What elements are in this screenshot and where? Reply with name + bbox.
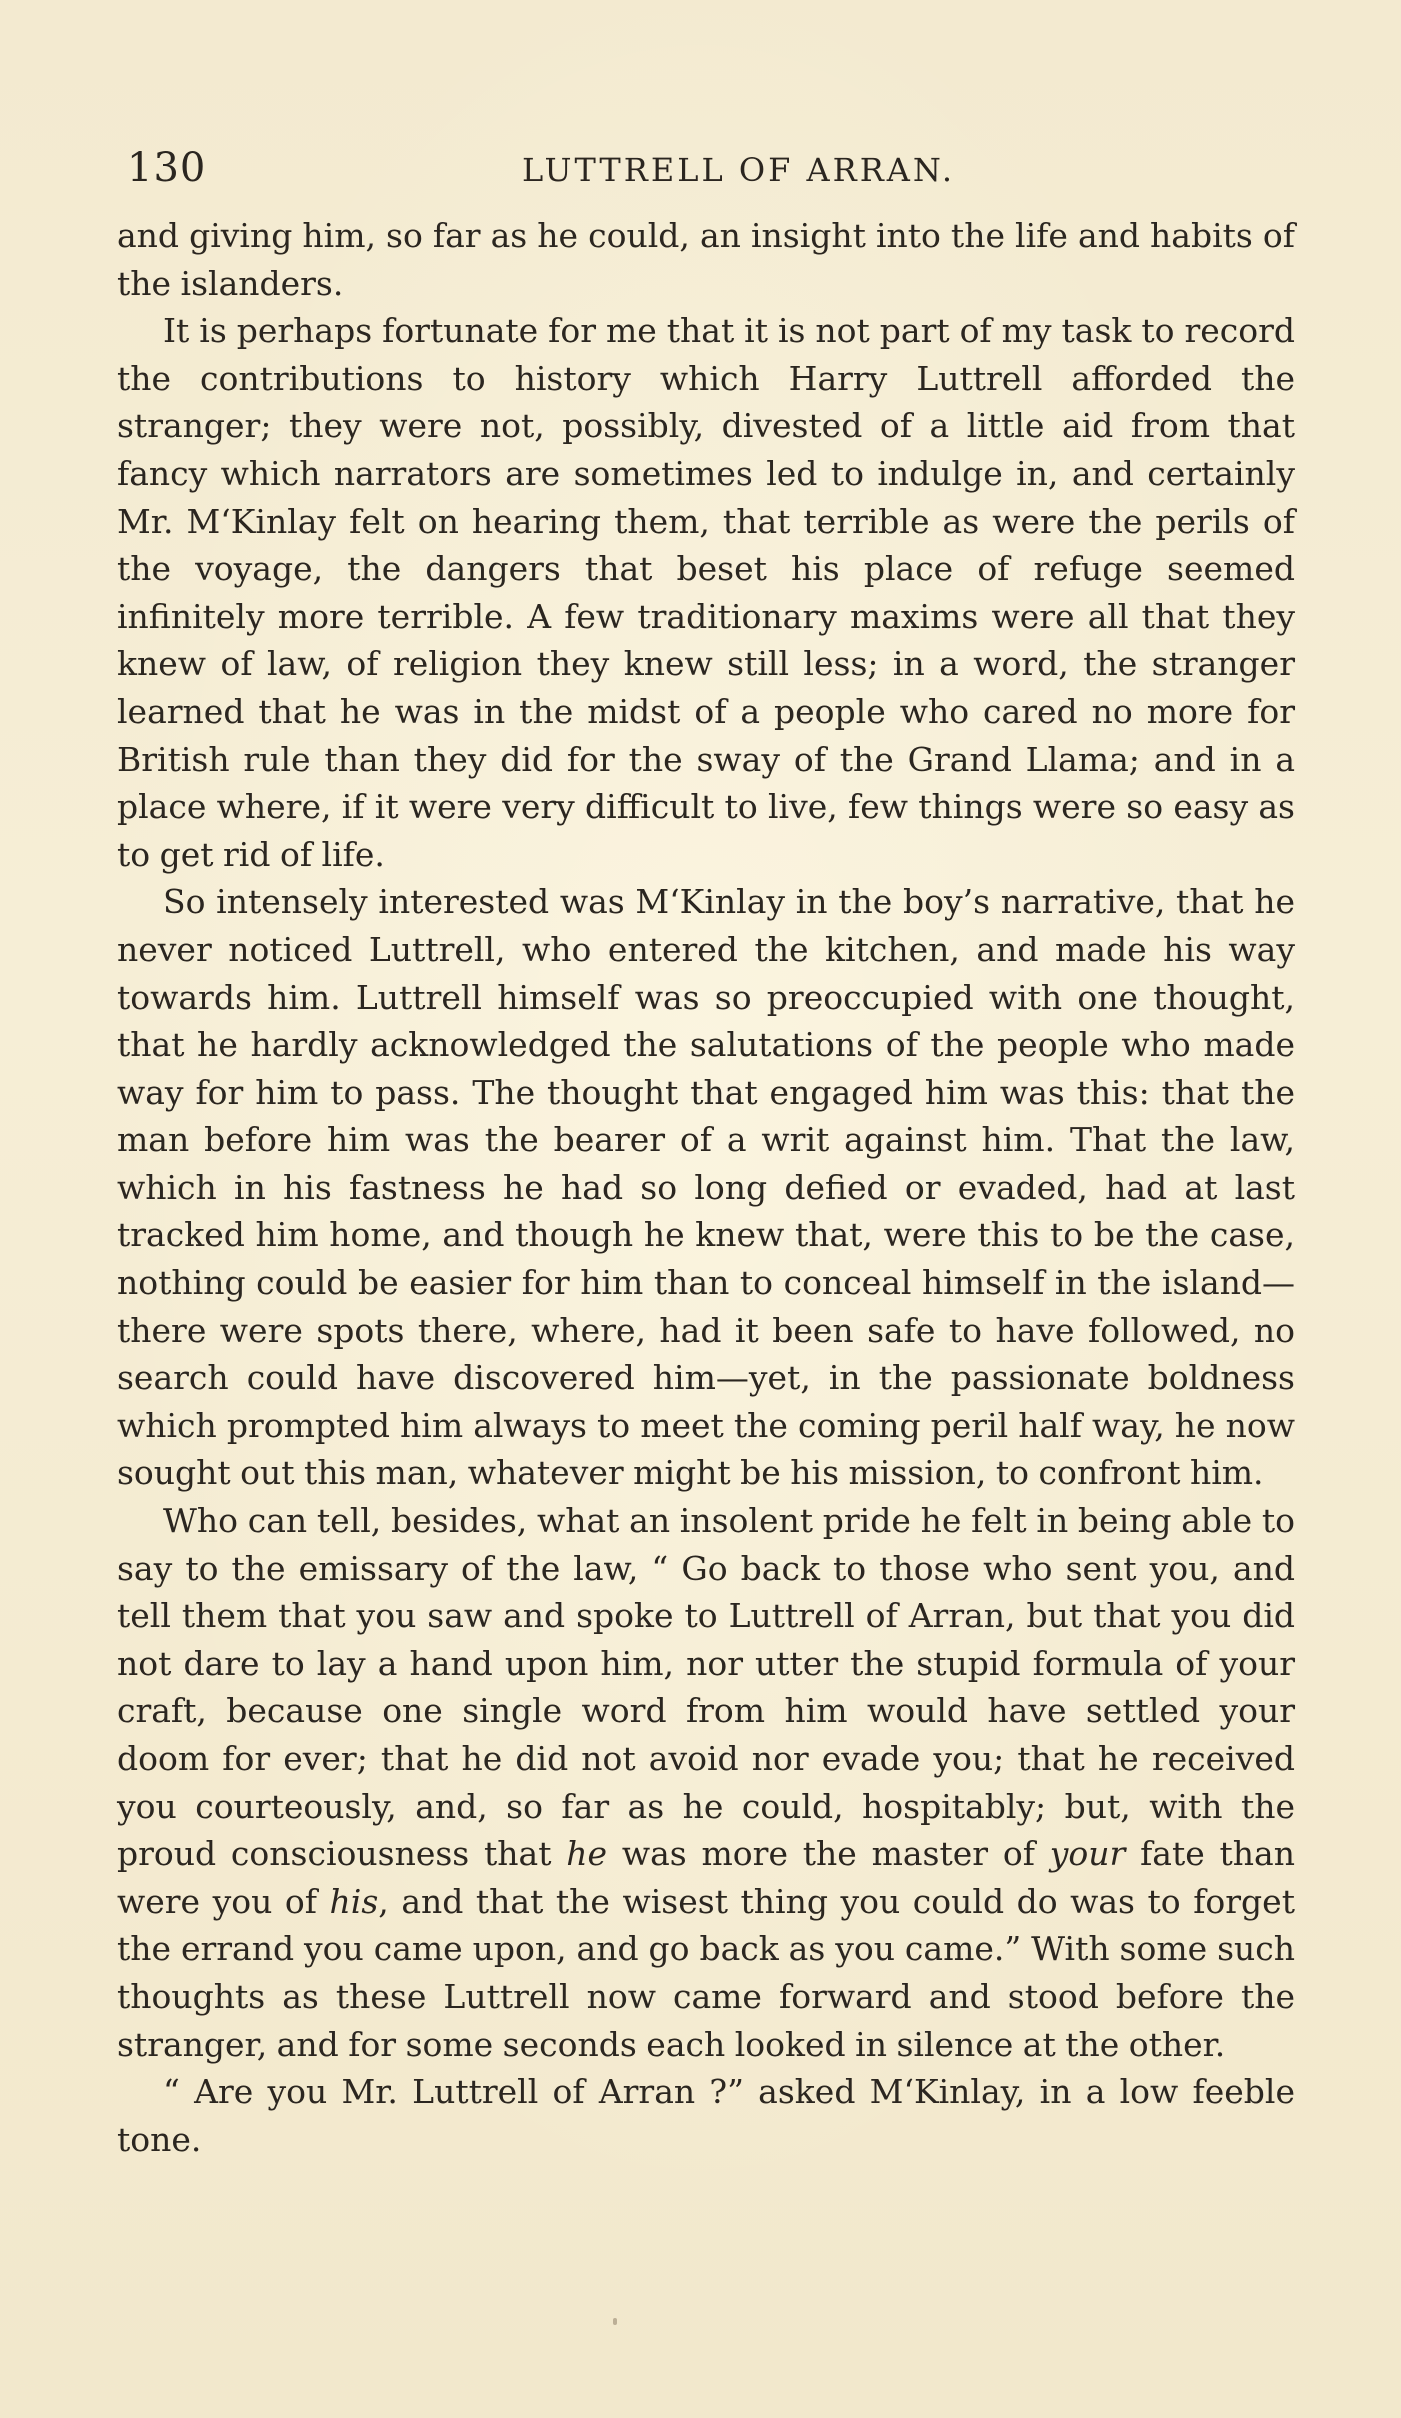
page-header (127, 138, 1297, 198)
paragraph-3: So intensely interested was M‘Kinlay in the boy’s narrative, that he never noticed Luttrell, who entered the kitchen, and made his way towards him. Luttrell himself was so preoccupied with one thought, that he hardly acknowledged the salutations of the people who made way for him to pass. The thought that engaged him was this: that the man before him was the bearer of a writ against him. That the law, which in his fastness he had so long defied or evaded, had at last tracked him home, and though he knew that, were this to be the case, nothing could be easier for him than to conceal himself in the island—there were spots there, where, had it been safe to have followed, no search could have discovered him—yet, in the passionate boldness which prompted him always to meet the coming peril half way, he now sought out this man, whatever might be his mission, to confront him. (117, 882, 1295, 1493)
paragraph-4: Who can tell, besides, what an insolent pride he felt in being able to say to the emissary of the law, “ Go back to those who sent you, and tell them that you saw and spoke to Luttrell of Arran, but that you did not dare to lay a hand upon him, nor utter the stupid formula of your craft, because one single word from him would have settled your doom for ever; that he did not avoid nor evade you; that he received you courteously, and, so far as he could, hospitably; but, with the proud consciousness that he was more the master of your fate than were you of his, and that the wisest thing you could do was to forget the errand you came upon, and go back as you came.” With some such thoughts as these Luttrell now came forward and stood before the stranger, and for some seconds each looked in silence at the other. (117, 1501, 1295, 2064)
paragraph-1: and giving him, so far as he could, an insight into the life and habits of the islanders. (117, 216, 1295, 303)
italic-word: he (566, 1834, 608, 1874)
paragraph-5: “ Are you Mr. Luttrell of Arran ?” asked M‘Kinlay, in a low feeble tone. (117, 2072, 1295, 2159)
body-text (117, 212, 1295, 2163)
italic-word: his (329, 1881, 379, 1921)
italic-word: your (1049, 1834, 1126, 1874)
page-number: 130 (127, 145, 207, 191)
paper-speck (613, 2318, 617, 2325)
running-title: LUTTRELL OF ARRAN. (522, 151, 956, 189)
paragraph-2: It is perhaps fortunate for me that it is not part of my task to record the contributions to history which Harry Luttrell afforded the stranger; they were not, possibly, divested of a little aid from that fancy which narrators are sometimes led to indulge in, and certainly Mr. M‘Kinlay felt on hearing them, that terrible as were the perils of the voyage, the dangers that beset his place of refuge seemed infinitely more terrible. A few traditionary maxims were all that they knew of law, of religion they knew still less; in a word, the stranger learned that he was in the midst of a people who cared no more for British rule than they did for the sway of the Grand Llama; and in a place where, if it were very difficult to live, few things were so easy as to get rid of life. (117, 311, 1295, 874)
